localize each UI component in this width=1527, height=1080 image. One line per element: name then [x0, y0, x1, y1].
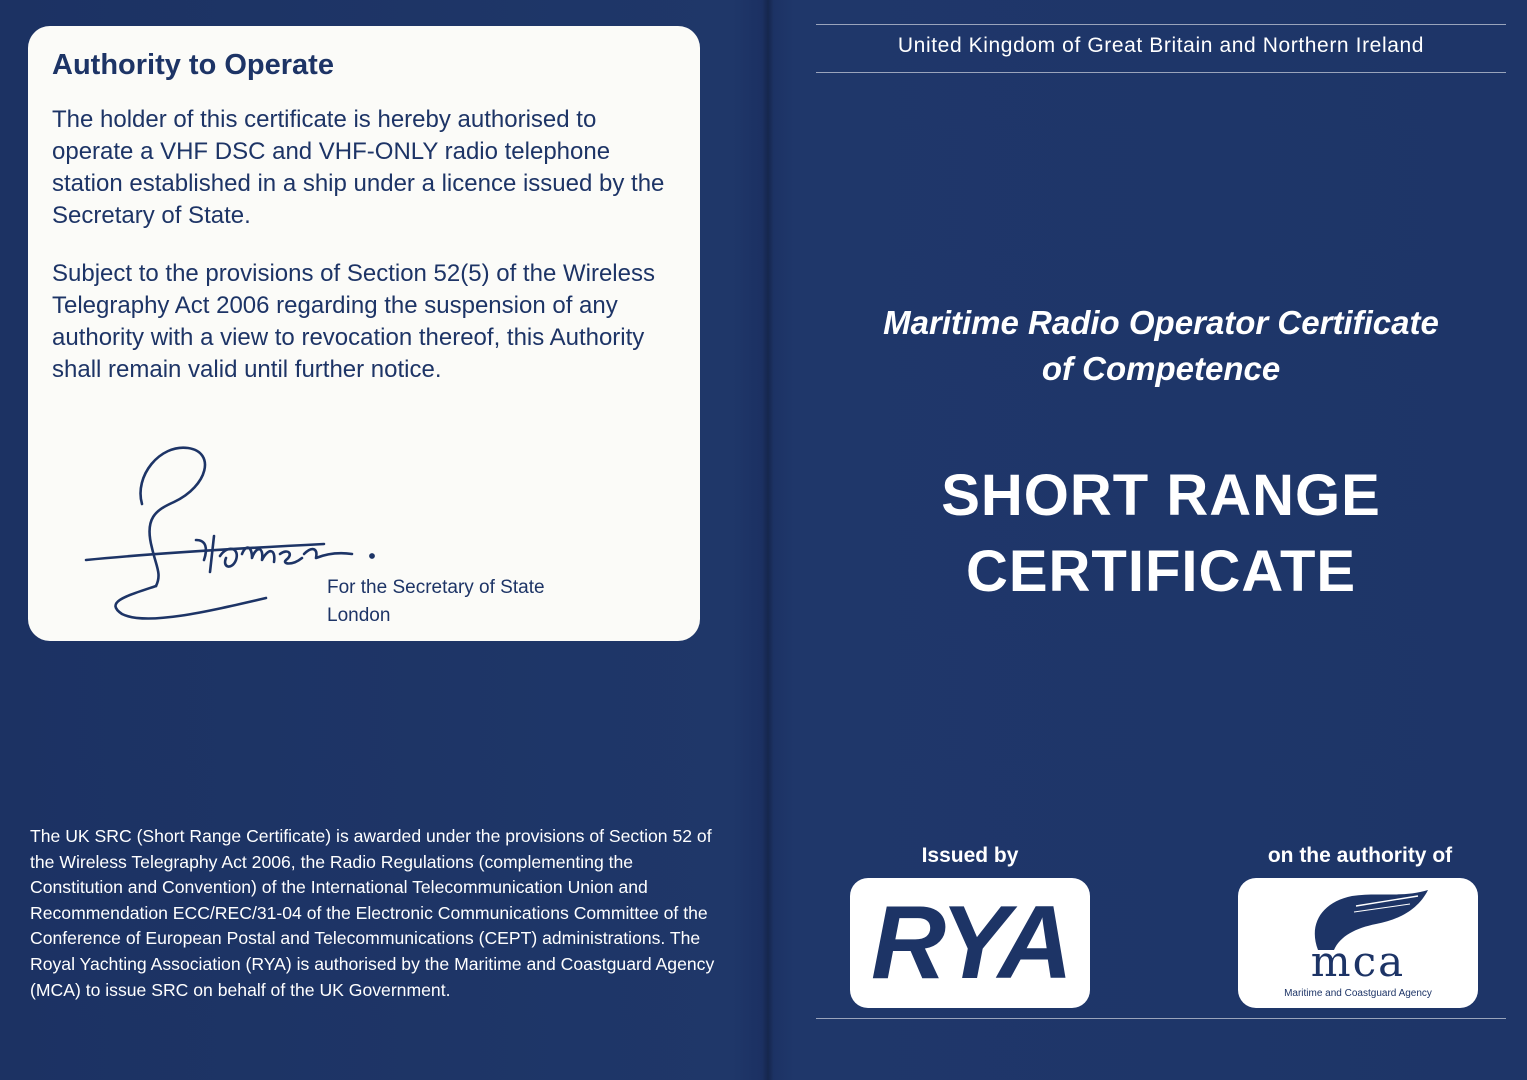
certificate-subtitle — [796, 300, 1526, 392]
authority-title: Authority to Operate — [52, 49, 334, 81]
authority-paragraph-1: The holder of this certificate is hereby authorised to operate a VHF DSC and VHF-ONLY radio telephone station established in a ship under a licence issued by the Secretary of State. — [52, 106, 665, 229]
certificate-title — [816, 458, 1506, 610]
certificate-title-line1: SHORT RANGE — [941, 463, 1381, 528]
mca-logo — [1238, 878, 1478, 1008]
legal-text: The UK SRC (Short Range Certificate) is awarded under the provisions of Section 52 of the Wireless Telegraphy Act 2006, the Radio Regulations (complementing the Constitution and Convention) of the International Telecommunication Union and Recommendation ECC/REC/31-04 of the Electronic Communications Committee of the Conference of European Postal and Telecommunications (CEPT) administrations. The Royal Yachting Association (RYA) is authorised by the Maritime and Coastguard Agency (MCA) to issue SRC on behalf of the UK Government. — [30, 826, 715, 1000]
authority-paragraph-2: Subject to the provisions of Section 52(5) of the Wireless Telegraphy Act 2006 regarding the suspension of any authority with a view to revocation thereof, this Authority shall remain valid until further notice. — [52, 260, 655, 383]
signature-caption — [327, 574, 545, 630]
signature-caption-line1: For the Secretary of State — [327, 577, 545, 598]
rya-logo-text: RYA — [871, 885, 1069, 1001]
bottom-rule — [816, 1018, 1506, 1019]
top-rule-2 — [816, 72, 1506, 73]
fold-crease — [762, 0, 774, 1080]
top-rule-1 — [816, 24, 1506, 25]
rya-logo — [850, 878, 1090, 1008]
mca-logo-text: mca — [1310, 937, 1406, 986]
certificate-title-line2: CERTIFICATE — [965, 539, 1357, 604]
on-authority-label: on the authority of — [1267, 844, 1453, 867]
certificate-subtitle-line1: Maritime Radio Operator Certificate — [883, 304, 1439, 341]
mca-caption: Maritime and Coastguard Agency — [1284, 988, 1432, 999]
authority-card — [28, 26, 700, 641]
certificate-subtitle-line2: of Competence — [1041, 350, 1281, 387]
issued-by-label: Issued by — [921, 844, 1019, 867]
country-heading: United Kingdom of Great Britain and Northern Ireland — [897, 34, 1425, 57]
signature-caption-line2: London — [327, 605, 391, 626]
